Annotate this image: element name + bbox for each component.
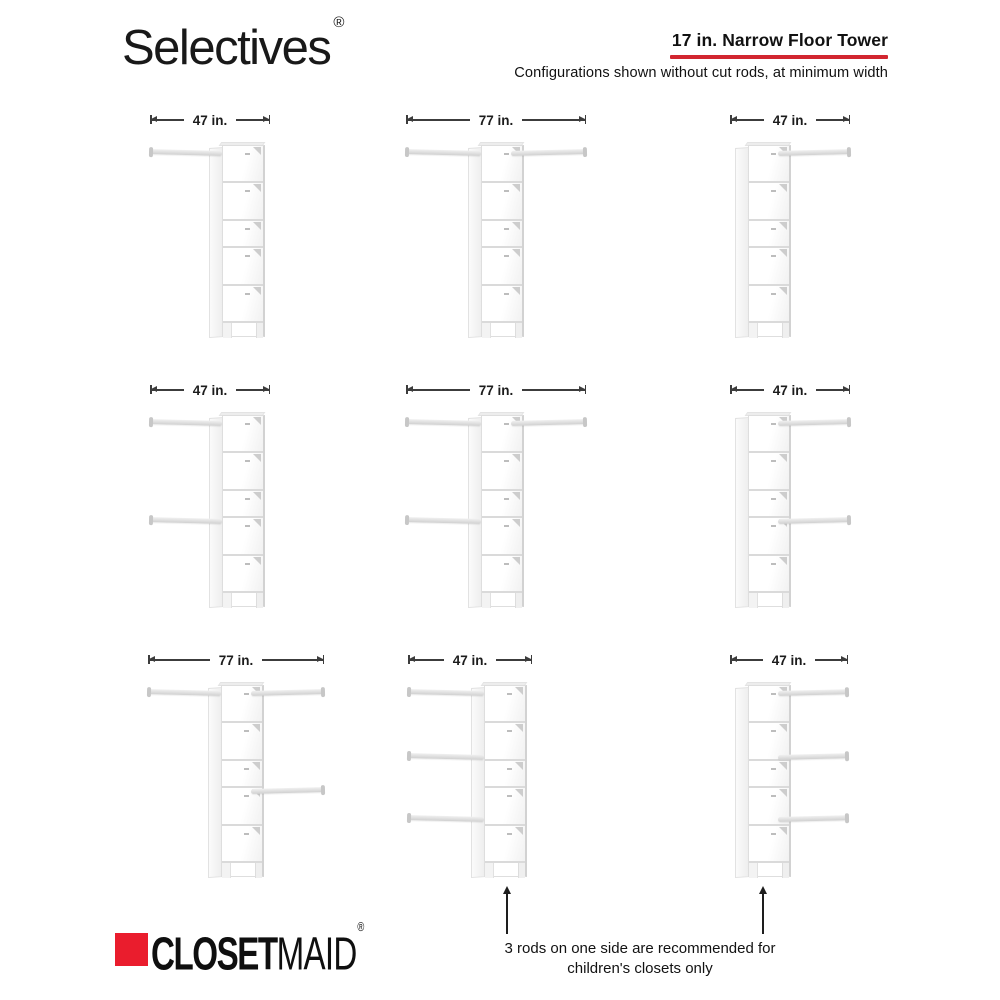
dimension-label: 77 in. [478,382,514,398]
shelf-compartment [482,453,522,490]
config-cell-2 [406,112,586,345]
dimension-arrow-left [150,389,184,390]
selectives-logo [122,13,343,76]
shelf-compartment [222,826,262,863]
tower-legs [223,593,263,606]
shelf-compartment [482,221,522,248]
dimension-line [148,652,324,668]
tower-scene [150,415,270,615]
red-underline [670,55,888,59]
shelf-compartment [485,761,525,788]
shelf-compartment [223,416,263,453]
dimension-arrow-right [815,659,848,660]
tower-legs [482,593,522,606]
product-title: 17 in. Narrow Floor Tower [671,30,888,50]
header-block [448,30,888,81]
hang-rod-left-top [408,689,484,696]
tower-scene [730,145,850,345]
shelf-compartment [749,826,789,863]
config-cell-6 [730,382,850,615]
shelf-compartment [749,286,789,323]
tower-shelf-stack [222,415,265,607]
config-cell-1 [150,112,270,345]
tower-legs [749,863,789,876]
tower-scene [406,415,586,615]
dimension-label: 47 in. [452,652,488,668]
dimension-label: 47 in. [772,112,808,128]
hang-rod-right-top [778,149,850,156]
tower-legs [222,863,262,876]
dimension-arrow-right [816,119,850,120]
tower-scene [406,145,586,345]
tower-shelf-stack [748,145,791,337]
shelf-tower [735,685,791,877]
footnote-line2: children's closets only [567,959,713,977]
config-cell-8 [408,652,532,885]
footnote-line1: 3 rods on one side are recommended for [504,940,776,957]
dimension-line [150,382,270,398]
dimension-arrow-left [150,119,184,120]
note-arrow-right [762,894,764,934]
tower-shelf-stack [221,685,264,877]
shelf-compartment [749,556,789,593]
shelf-compartment [482,518,522,555]
tower-legs [223,323,263,336]
hang-rod-left-top [406,149,481,156]
tower-shelf-stack [222,145,265,337]
tower-shelf-stack [748,415,791,607]
hang-rod-right-top [511,149,586,156]
shelf-compartment [749,183,789,220]
dimension-label: 47 in. [192,112,228,128]
dimension-label: 77 in. [478,112,514,128]
dimension-arrow-right [496,659,532,660]
shelf-compartment [485,723,525,760]
tower-scene [408,685,532,885]
dimension-arrow-right [236,389,270,390]
hang-rod-left-mid [150,517,222,524]
tower-legs [485,863,525,876]
hang-rod-right-top [778,419,850,426]
tower-scene [148,685,324,885]
hang-rod-right-mid [251,787,324,794]
closetmaid-wordmark [151,919,365,980]
dimension-label: 47 in. [771,652,807,668]
hang-rod-left-lower [408,815,484,822]
shelf-tower [468,415,524,607]
logo-maid: MAID [276,927,357,980]
hang-rod-left-top [150,419,222,426]
shelf-compartment [223,556,263,593]
dimension-label: 47 in. [772,382,808,398]
dimension-arrow-right [816,389,850,390]
dimension-arrow-left [406,389,470,390]
tower-shelf-stack [484,685,527,877]
registered-mark: ® [333,13,343,31]
dimension-line [406,382,586,398]
dimension-line [408,652,532,668]
dimension-line [730,652,848,668]
tower-legs [749,323,789,336]
shelf-tower [209,145,265,337]
config-cell-5 [406,382,586,615]
hang-rod-left-mid [406,517,481,524]
footnote [460,939,820,979]
dimension-label: 47 in. [192,382,228,398]
shelf-compartment [222,723,262,760]
hang-rod-right-upper [778,753,848,760]
tower-scene [730,415,850,615]
tower-shelf-stack [481,145,524,337]
shelf-tower [209,415,265,607]
dimension-arrow-left [730,659,763,660]
closetmaid-logo [115,919,446,980]
shelf-compartment [482,183,522,220]
shelf-compartment [223,518,263,555]
shelf-compartment [749,221,789,248]
dimension-line [730,112,850,128]
tower-legs [482,323,522,336]
config-cell-7 [148,652,324,885]
dimension-arrow-right [236,119,270,120]
shelf-compartment [223,221,263,248]
shelf-compartment [223,453,263,490]
hang-rod-right-mid [778,517,850,524]
tower-scene [730,685,848,885]
dimension-arrow-left [148,659,210,660]
shelf-compartment [482,286,522,323]
logo-closet: CLOSET [151,927,277,980]
shelf-compartment [749,453,789,490]
dimension-arrow-left [730,389,764,390]
tower-scene [150,145,270,345]
shelf-compartment [485,826,525,863]
config-cell-9 [730,652,848,885]
brand-name: Selectives [122,21,331,75]
tower-shelf-stack [748,685,791,877]
dimension-line [730,382,850,398]
hang-rod-left-top [150,149,222,156]
shelf-tower [735,145,791,337]
subtitle: Configurations shown without cut rods, at minimum width [514,64,888,81]
shelf-tower [471,685,527,877]
shelf-compartment [485,788,525,825]
dimension-arrow-right [522,119,586,120]
dimension-arrow-right [522,389,586,390]
hang-rod-right-top [251,689,324,696]
shelf-compartment [749,761,789,788]
hang-rod-left-upper [408,753,484,760]
shelf-compartment [223,286,263,323]
shelf-compartment [482,248,522,285]
dimension-label: 77 in. [218,652,254,668]
note-arrow-left [506,894,508,934]
shelf-compartment [223,248,263,285]
dimension-arrow-left [408,659,444,660]
shelf-compartment [482,491,522,518]
tower-legs [749,593,789,606]
hang-rod-left-top [148,689,221,696]
shelf-compartment [485,686,525,723]
dimension-arrow-right [262,659,324,660]
shelf-compartment [749,248,789,285]
dimension-line [150,112,270,128]
hang-rod-left-top [406,419,481,426]
shelf-compartment [482,556,522,593]
dimension-line [406,112,586,128]
config-cell-4 [150,382,270,615]
dimension-arrow-left [730,119,764,120]
shelf-tower [208,685,264,877]
dimension-arrow-left [406,119,470,120]
shelf-tower [735,415,791,607]
shelf-compartment [223,491,263,518]
hang-rod-right-top [511,419,586,426]
tower-shelf-stack [481,415,524,607]
hang-rod-right-lower [778,815,848,822]
logo-registered-mark: ® [357,919,365,934]
shelf-compartment [222,761,262,788]
config-cell-3 [730,112,850,345]
shelf-compartment [223,146,263,183]
shelf-compartment [223,183,263,220]
closetmaid-red-square-icon [115,933,148,966]
shelf-tower [468,145,524,337]
shelf-compartment [749,491,789,518]
hang-rod-right-top [778,689,848,696]
